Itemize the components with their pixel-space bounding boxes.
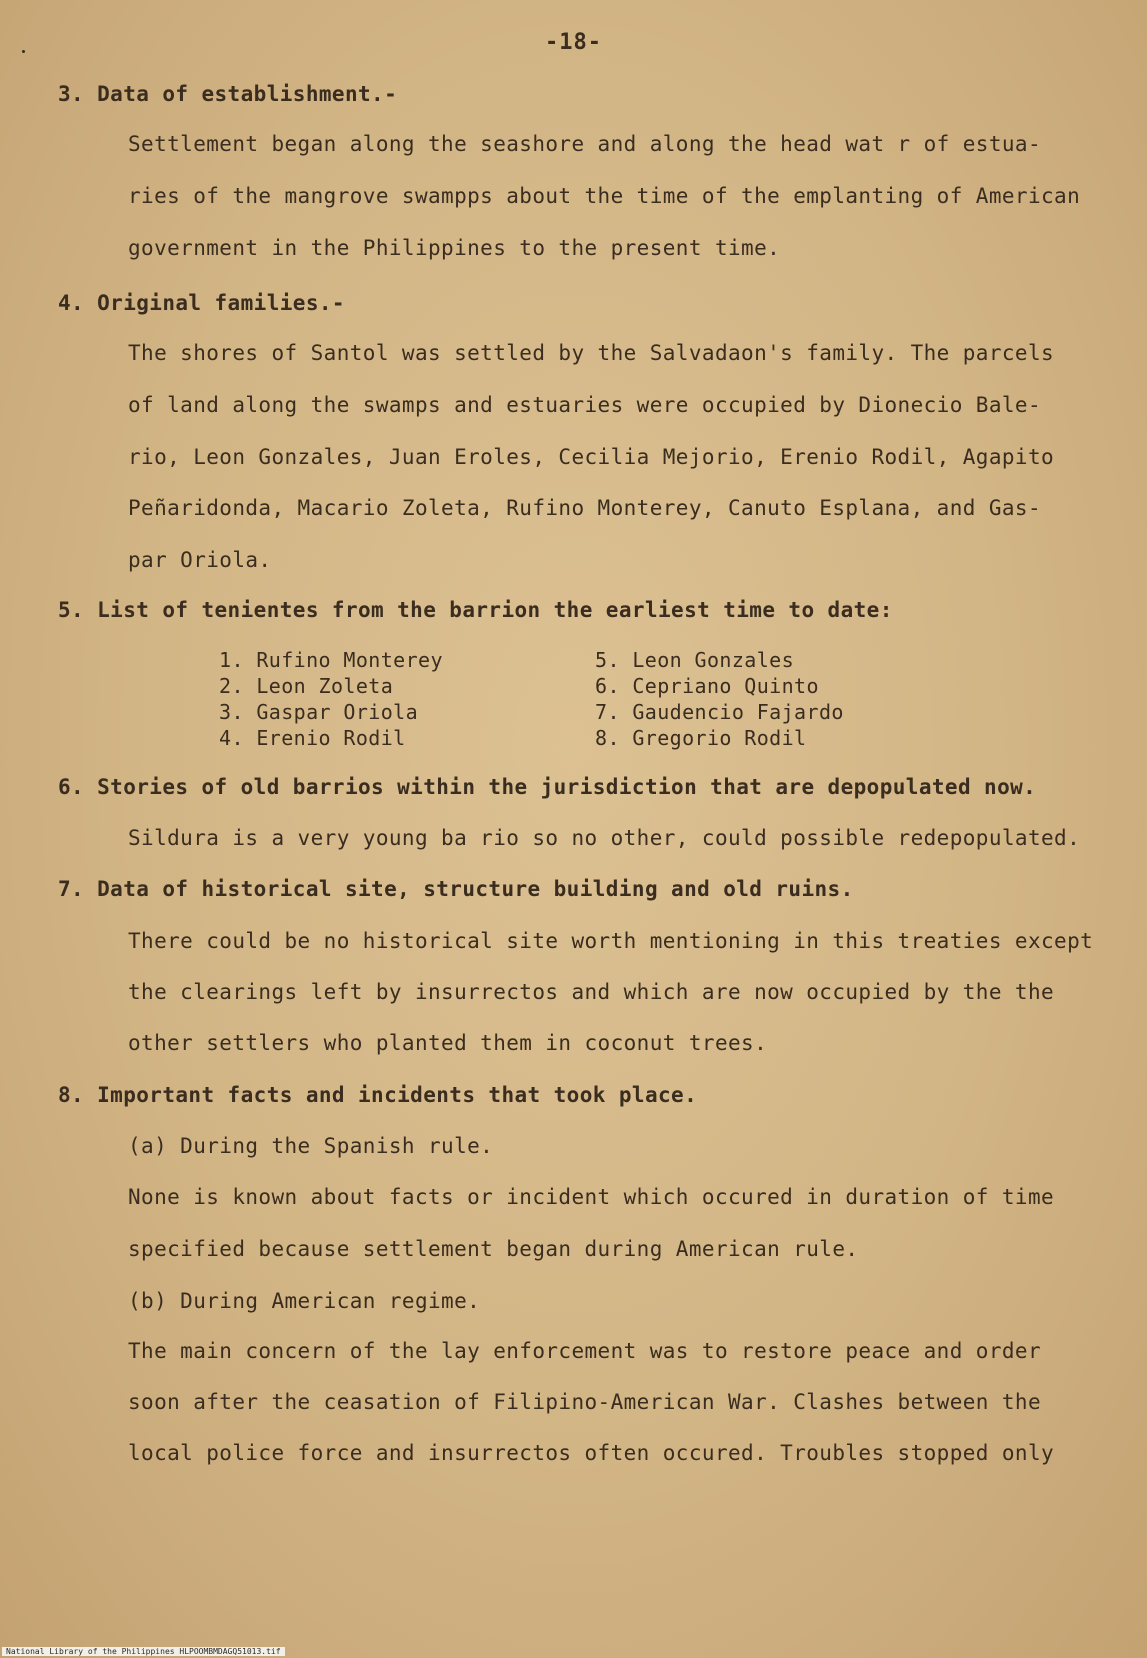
section-7-line-2: the clearings left by insurrectos and which are now occupied by the the	[128, 980, 1055, 1004]
section-8-b-line-3: local police force and insurrectos often occured. Troubles stopped only	[128, 1441, 1055, 1465]
teniente-6: 6. Cepriano Quinto	[595, 674, 819, 698]
teniente-8: 8. Gregorio Rodil	[595, 726, 807, 750]
section-5-heading: 5. List of tenientes from the barrion the earliest time to date:	[58, 598, 893, 622]
section-3-line-3: government in the Philippines to the present time.	[128, 236, 781, 260]
section-6-heading: 6. Stories of old barrios within the jurisdiction that are depopulated now.	[58, 775, 1037, 799]
section-3-line-1: Settlement began along the seashore and along the head wat r of estua-	[128, 132, 1042, 156]
section-8-b-line-1: The main concern of the lay enforcement was to restore peace and order	[128, 1339, 1042, 1363]
section-7-line-3: other settlers who planted them in coconut trees.	[128, 1031, 768, 1055]
section-3-heading: 3. Data of establishment.-	[58, 82, 398, 106]
section-6-line-1: Sildura is a very young ba rio so no other, could possible redepopulated.	[128, 826, 1081, 850]
section-4-line-1: The shores of Santol was settled by the Salvadaon's family. The parcels	[128, 341, 1055, 365]
teniente-1: 1. Rufino Monterey	[219, 648, 443, 672]
section-8-a-line-2: specified because settlement began during American rule.	[128, 1237, 859, 1261]
section-8-heading: 8. Important facts and incidents that took place.	[58, 1083, 698, 1107]
section-7-heading: 7. Data of historical site, structure building and old ruins.	[58, 877, 854, 901]
section-8-a-line-1: None is known about facts or incident which occured in duration of time	[128, 1185, 1055, 1209]
teniente-3: 3. Gaspar Oriola	[219, 700, 419, 724]
teniente-4: 4. Erenio Rodil	[219, 726, 406, 750]
teniente-5: 5. Leon Gonzales	[595, 648, 795, 672]
section-8-sub-a: (a) During the Spanish rule.	[128, 1134, 494, 1158]
section-3-line-2: ries of the mangrove swampps about the time of the emplanting of American	[128, 184, 1081, 208]
section-4-line-3: rio, Leon Gonzales, Juan Eroles, Cecilia Mejorio, Erenio Rodil, Agapito	[128, 445, 1055, 469]
section-4-heading: 4. Original families.-	[58, 291, 345, 315]
teniente-7: 7. Gaudencio Fajardo	[595, 700, 844, 724]
archive-footer: National Library of the Philippines HLPOOMBMDAGQ51013.tif	[2, 1647, 285, 1656]
section-8-sub-b: (b) During American regime.	[128, 1289, 481, 1313]
section-4-line-5: par Oriola.	[128, 548, 272, 572]
section-4-line-4: Peñaridonda, Macario Zoleta, Rufino Monterey, Canuto Esplana, and Gas-	[128, 496, 1042, 520]
page-number: -18-	[545, 30, 602, 55]
section-7-line-1: There could be no historical site worth mentioning in this treaties except	[128, 929, 1094, 953]
teniente-2: 2. Leon Zoleta	[219, 674, 394, 698]
section-4-line-2: of land along the swamps and estuaries were occupied by Dionecio Bale-	[128, 393, 1042, 417]
section-8-b-line-2: soon after the ceasation of Filipino-American War. Clashes between the	[128, 1390, 1042, 1414]
